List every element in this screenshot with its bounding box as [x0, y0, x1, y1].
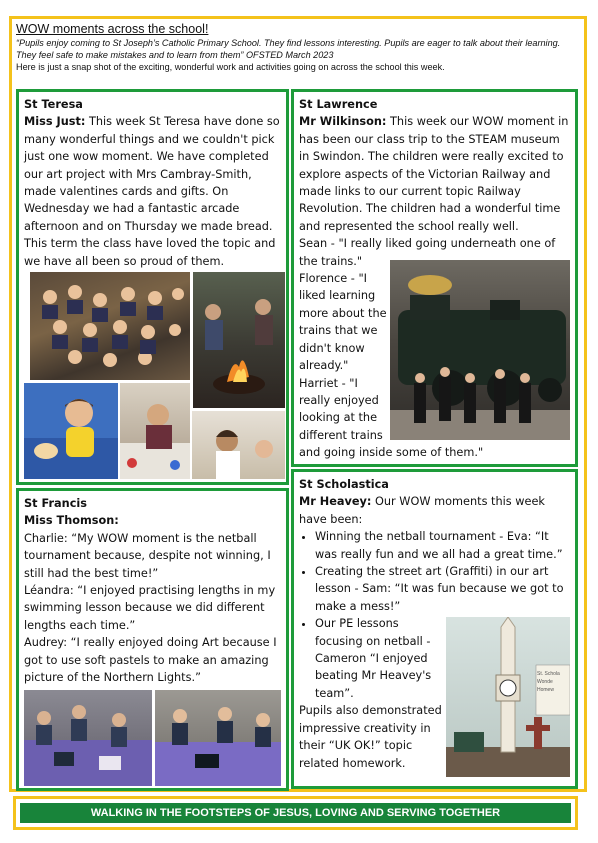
harriet-quote: Harriet - "I really enjoyed looking at the different trains	[299, 376, 383, 442]
footer-banner	[13, 796, 578, 830]
body-text: Our WOW moments this week have been:	[299, 495, 545, 526]
harriet-quote-end: and going inside some of them."	[299, 446, 484, 460]
page-heading: WOW moments across the school!	[16, 22, 209, 36]
school-motto: WALKING IN THE FOOTSTEPS OF JESUS, LOVING AND SERVING TOGETHER	[20, 803, 571, 823]
st-scholastica-intro	[299, 493, 570, 528]
class-group-photo-art	[30, 272, 190, 380]
steam-museum-train-photo	[390, 260, 570, 440]
st-lawrence-panel	[291, 89, 578, 467]
child-baking-photo	[24, 383, 118, 479]
steam-museum-train-photo-art	[390, 260, 570, 440]
st-francis-panel	[16, 488, 289, 791]
homework-sign-text: St. Schola Wonde Homew	[537, 671, 560, 693]
class-title: St Lawrence	[299, 98, 378, 111]
st-teresa-panel	[16, 89, 289, 485]
big-ben-homework-photo	[446, 617, 570, 777]
audrey-quote: Audrey: “I really enjoyed doing Art because I got to use soft pastels to make an amazing picture of the Northern Lights.”	[24, 636, 277, 685]
closing-text: Pupils also demonstrated impressive creativity in their “UK OK!” topic related homework.	[299, 704, 442, 770]
body-text: This week St Teresa have done so many wonderful things and we couldn't pick just one wow moment. We have completed our art project with Mrs Cambray-Smith, made valentines cards and gifts. On Wednesday we had a fantastic arcade afternoon and on Thursday we made bread. This term the class have loved the topic and we have all been so proud of them.	[24, 115, 280, 268]
campfire-photo	[193, 272, 285, 408]
children-crafting-photo	[192, 411, 285, 479]
st-lawrence-text	[299, 113, 570, 235]
list-item: • Our PE lessons focusing on netball - Cameron “I enjoyed beating Mr Heavey's team”.	[315, 615, 440, 702]
class-group-photo	[30, 272, 190, 380]
classroom-art-photo-2-art	[155, 690, 281, 786]
teacher-name: Miss Thomson:	[24, 514, 119, 528]
charlie-quote: Charlie: “My WOW moment is the netball tournament because, despite not winning, I still had the best time!”	[24, 531, 271, 580]
list-item: • Winning the netball tournament - Eva: “It was really fun and we all had a great time.”	[315, 528, 570, 563]
st-scholastica-panel	[291, 469, 578, 789]
class-title: St Francis	[24, 497, 87, 510]
intro-section	[16, 22, 582, 73]
big-ben-homework-photo-art	[446, 617, 570, 777]
children-crafting-photo-art	[192, 411, 285, 479]
st-teresa-text	[24, 113, 281, 270]
list-item: • Creating the street art (Graffiti) in our art lesson - Sam: “It was fun because we got to make a mess!”	[315, 563, 570, 615]
florence-quote: Florence - "I liked learning more about the trains that we didn't know already."	[299, 272, 387, 373]
body-text: This week our WOW moment in has been our class trip to the STEAM museum in Swindon. The children were really excited to explore aspects of the Victorian Railway and made links to our current topic Railway Revolution. The children had a wonderful time and represented the school really well.	[299, 115, 569, 233]
teacher-name: Mr Wilkinson:	[299, 115, 387, 129]
ofsted-quote: “Pupils enjoy coming to St Joseph’s Catholic Primary School. They find lessons interesting. Pupils are eager to talk about their learning. They feel safe to make mistakes and to learn from them” OFSTED March 2023	[16, 38, 561, 60]
class-title: St Teresa	[24, 98, 83, 111]
child-baking-photo-art	[24, 383, 118, 479]
classroom-art-photo-1	[24, 690, 152, 786]
intro-subtitle: Here is just a snap shot of the exciting, wonderful work and activities going on across the school this week.	[16, 62, 445, 72]
class-title: St Scholastica	[299, 478, 389, 491]
child-painting-photo	[120, 383, 190, 479]
sean-quote: Sean - "I really liked going underneath one of the trains."	[299, 237, 556, 268]
classroom-art-photo-2	[155, 690, 281, 786]
leandra-quote: Léandra: “I enjoyed practising lengths in my swimming lesson because we did different lengths each time.”	[24, 584, 276, 632]
campfire-photo-art	[193, 272, 285, 408]
child-painting-photo-art	[120, 383, 190, 479]
classroom-art-photo-1-art	[24, 690, 152, 786]
teacher-name: Miss Just:	[24, 115, 86, 129]
teacher-name: Mr Heavey:	[299, 495, 372, 509]
